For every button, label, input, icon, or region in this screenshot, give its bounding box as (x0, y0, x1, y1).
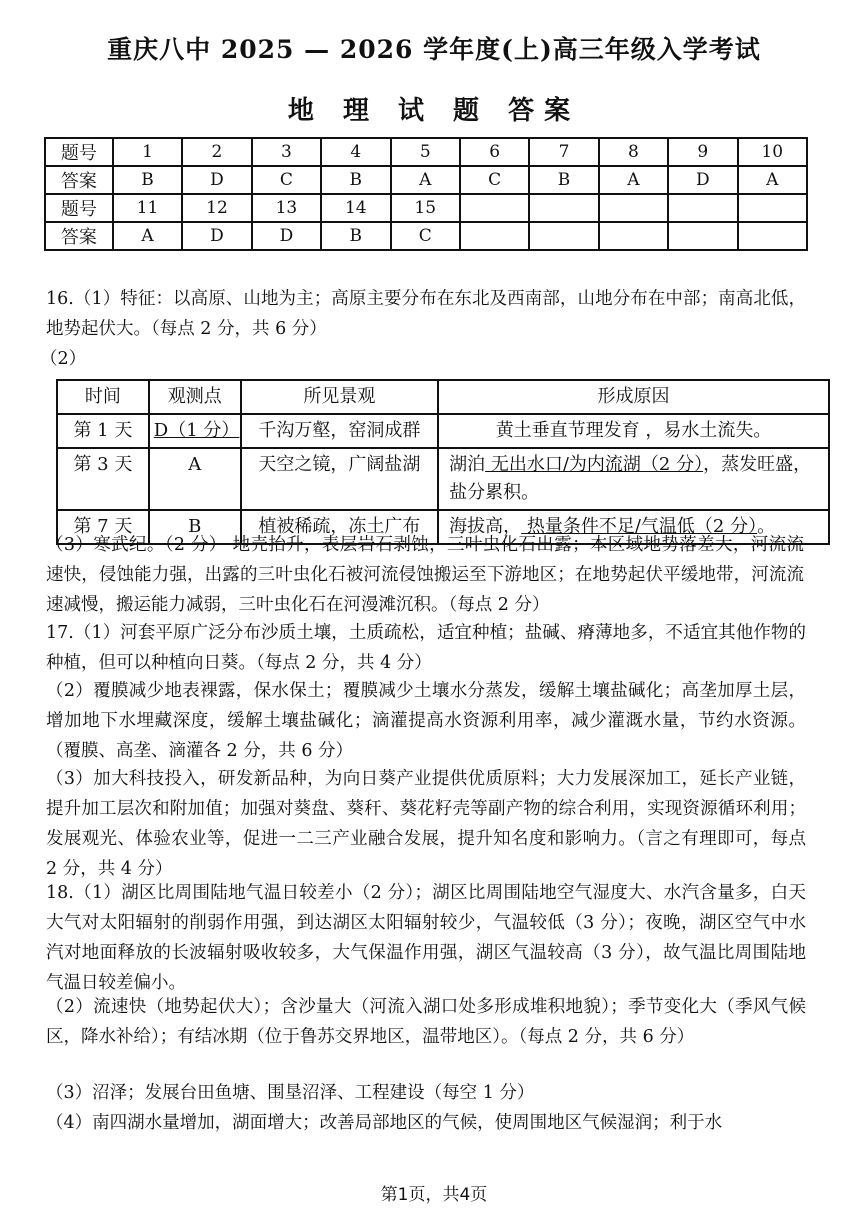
cell-day: 第 3 天 (57, 448, 149, 510)
cell-point: B (149, 510, 241, 544)
answer-row-questions-2 (45, 194, 807, 222)
empty-cell (460, 222, 529, 250)
reason-text: ，蒸发旺盛，盐分累积。 (449, 454, 812, 503)
question-number: 15 (391, 194, 460, 222)
answer-key-table (44, 137, 808, 251)
q16-part2-label: （2） (40, 349, 87, 369)
q18-part2: （2）流速快（地势起伏大）；含沙量大（河流入湖口处多形成堆积地貌）；季节变化大（季风气候区，降水补给）；有结冰期（位于鲁苏交界地区，温带地区）。（每点 2 分，共 6 分） (46, 997, 806, 1047)
answer-letter: A (113, 222, 182, 250)
empty-cell (738, 194, 808, 222)
empty-cell (738, 222, 808, 250)
answer-letter: D (252, 222, 321, 250)
question-number: 9 (668, 138, 737, 166)
reason-text: 。 (757, 516, 776, 537)
reason-answer: 无出水口/为内流湖（2 分） (485, 454, 704, 475)
question-number: 2 (182, 138, 251, 166)
question-number: 14 (321, 194, 390, 222)
cell-day: 第 1 天 (57, 414, 149, 448)
q17-part3: （3）加大科技投入，研发新品种，为向日葵产业提供优质原料；大力发展深加工，延长产业链，提升加工层次和附加值；加强对葵盘、葵秆、葵花籽壳等副产物的综合利用，实现资源循环利用；发展观光、体验农业等，促进一二三产业融合发展，提升知名度和影响力。（言之有理即可，每点 2 分，共 4 分） (46, 769, 806, 879)
question-number: 4 (321, 138, 390, 166)
answer-letter: D (182, 166, 251, 194)
cell-point (149, 414, 241, 448)
answer-letter: A (599, 166, 668, 194)
label-question: 题号 (45, 138, 113, 166)
label-answer: 答案 (45, 166, 113, 194)
header-time: 时间 (57, 380, 149, 414)
empty-cell (529, 222, 598, 250)
question-number: 10 (738, 138, 808, 166)
cell-reason: 黄土垂直节理发育 ，易水土流失。 (438, 414, 829, 448)
cell-scene: 植被稀疏，冻土广布 (241, 510, 438, 544)
observation-header-row (57, 380, 829, 414)
empty-cell (529, 194, 598, 222)
label-question: 题号 (45, 194, 113, 222)
page-footer: 第1页，共4页 (380, 1185, 488, 1205)
cell-scene: 天空之镜，广阔盐湖 (241, 448, 438, 510)
empty-cell (460, 194, 529, 222)
exam-title: 重庆八中 2025 — 2026 学年度(上)高三年级入学考试 (107, 35, 761, 64)
question-number: 5 (391, 138, 460, 166)
question-number: 8 (599, 138, 668, 166)
answer-letter: B (529, 166, 598, 194)
answer-letter: C (252, 166, 321, 194)
q16-part3: （3）寒武纪。（2 分） 地壳抬升，表层岩石剥蚀，三叶虫化石出露；本区域地势落差大，河流流速快，侵蚀能力强，出露的三叶虫化石被河流侵蚀搬运至下游地区；在地势起伏平缓地带，河流流速减慢，搬运能力减弱，三叶虫化石在河漫滩沉积。（每点 2 分） (46, 535, 804, 615)
answer-letter: C (460, 166, 529, 194)
q16-part1: 16.（1）特征：以高原、山地为主；高原主要分布在东北及西南部，山地分布在中部；南高北低，地势起伏大。（每点 2 分，共 6 分） (46, 289, 806, 339)
observation-table (56, 379, 830, 545)
answer-row-answers-1 (45, 166, 807, 194)
q18-part3: （3）沼泽；发展台田鱼塘、围垦沼泽、工程建设（每空 1 分） (46, 1083, 535, 1103)
empty-cell (668, 194, 737, 222)
answer-row-answers-2 (45, 222, 807, 250)
answer-letter: D (668, 166, 737, 194)
empty-cell (599, 222, 668, 250)
question-number: 6 (460, 138, 529, 166)
question-number: 11 (113, 194, 182, 222)
question-number: 12 (182, 194, 251, 222)
answer-letter: A (391, 166, 460, 194)
answer-letter: B (321, 166, 390, 194)
q17-part1: 17.（1）河套平原广泛分布沙质土壤，土质疏松，适宜种植；盐碱、瘠薄地多，不适宜其他作物的种植，但可以种植向日葵。（每点 2 分，共 4 分） (46, 623, 806, 673)
observation-row-day3 (57, 448, 829, 510)
header-reason: 形成原因 (438, 380, 829, 414)
answer-title: 地 理 试 题 答案 (287, 96, 581, 126)
answer-letter: B (321, 222, 390, 250)
question-number: 13 (252, 194, 321, 222)
reason-text: 湖泊 (449, 454, 486, 475)
q18-part4: （4）南四湖水量增加，湖面增大；改善局部地区的气候，使周围地区气候湿润；利于水 (46, 1113, 723, 1133)
empty-cell (599, 194, 668, 222)
answer-letter: B (113, 166, 182, 194)
point-answer: D（1 分） (153, 420, 240, 441)
answer-letter: D (182, 222, 251, 250)
q17-part2: （2）覆膜减少地表裸露，保水保土；覆膜减少土壤水分蒸发，缓解土壤盐碱化；高垄加厚土层，增加地下水埋藏深度，缓解土壤盐碱化；滴灌提高水资源利用率，减少灌溉水量，节约水资源。（覆膜、高垄、滴灌各 2 分，共 6 分） (46, 681, 806, 761)
cell-scene: 千沟万壑，窑洞成群 (241, 414, 438, 448)
observation-row-day1 (57, 414, 829, 448)
cell-day: 第 7 天 (57, 510, 149, 544)
reason-answer: 热量条件不足/气温低（2 分） (521, 516, 758, 537)
q18-part1: 18.（1）湖区比周围陆地气温日较差小（2 分）；湖区比周围陆地空气湿度大、水汽含量多，白天大气对太阳辐射的削弱作用强，到达湖区太阳辐射较少，气温较低（3 分）；夜晚，湖区空气中水汽对地面释放的长波辐射吸收较多，大气保温作用强，湖区气温较高（3 分），故气温比周围陆地气温日较差偏小。 (46, 883, 806, 993)
cell-point: A (149, 448, 241, 510)
cell-reason (438, 448, 829, 510)
answer-letter: C (391, 222, 460, 250)
header-point: 观测点 (149, 380, 241, 414)
answer-letter: A (738, 166, 808, 194)
header-scene: 所见景观 (241, 380, 438, 414)
label-answer: 答案 (45, 222, 113, 250)
question-number: 7 (529, 138, 598, 166)
question-number: 3 (252, 138, 321, 166)
reason-text: 海拔高， (449, 516, 522, 537)
empty-cell (668, 222, 737, 250)
answer-row-questions-1 (45, 138, 807, 166)
question-number: 1 (113, 138, 182, 166)
